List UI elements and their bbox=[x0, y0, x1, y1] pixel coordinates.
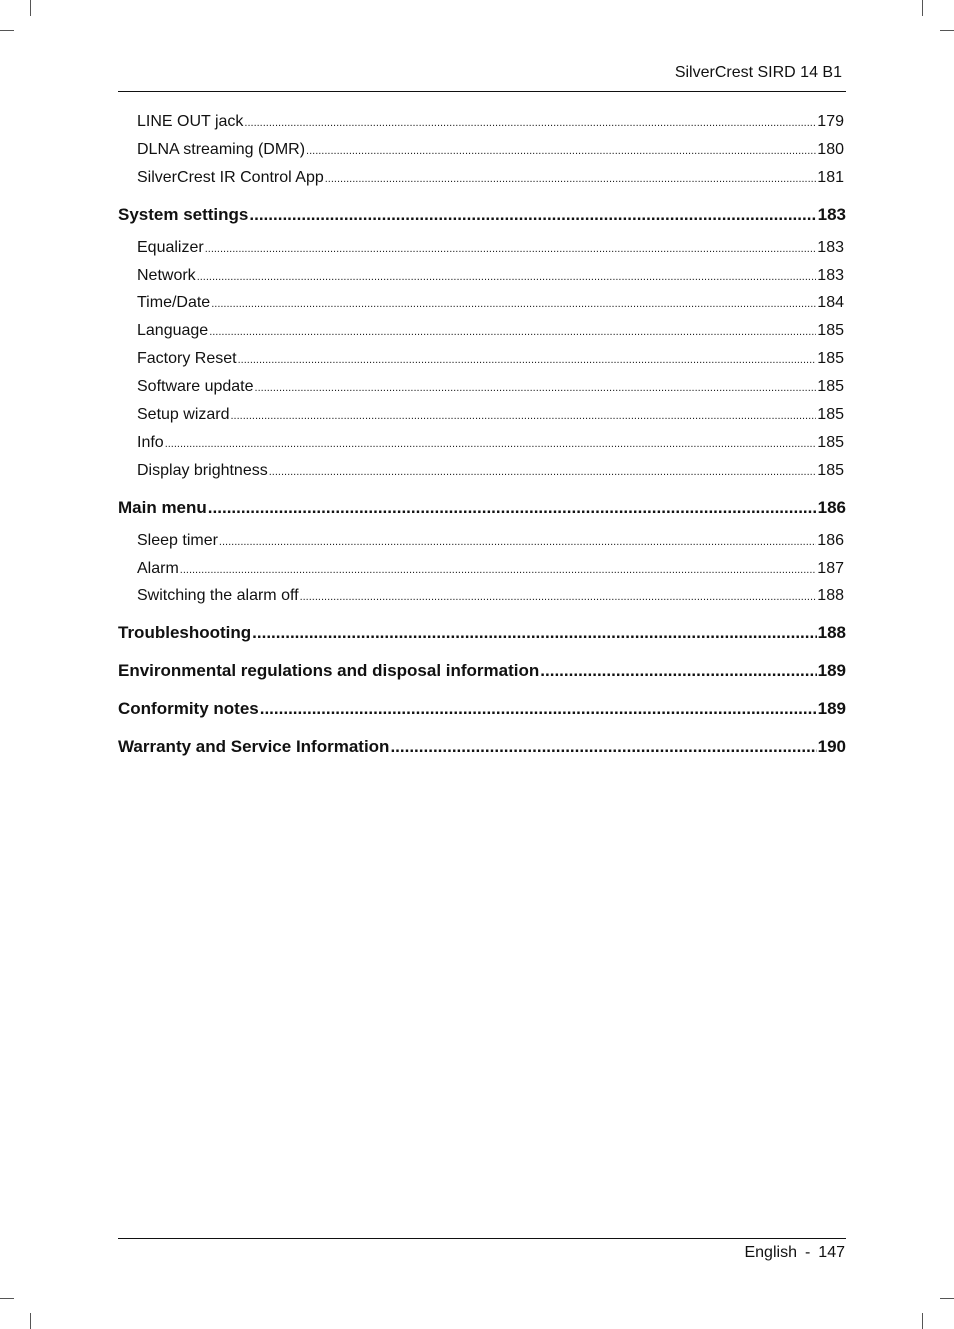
toc-dot-leader bbox=[208, 489, 817, 527]
crop-mark bbox=[0, 1298, 14, 1299]
toc-entry-title: System settings bbox=[118, 204, 249, 224]
crop-mark bbox=[940, 30, 954, 31]
toc-entry[interactable] bbox=[118, 527, 846, 555]
toc-dot-leader bbox=[249, 196, 816, 234]
toc-entry[interactable] bbox=[118, 582, 846, 610]
toc-page-number: 185 bbox=[817, 322, 844, 340]
toc-page-number: 185 bbox=[817, 378, 844, 396]
toc-entry-title: Environmental regulations and disposal information bbox=[118, 661, 540, 681]
toc-dot-leader bbox=[390, 728, 816, 766]
toc-entry-title: Time/Date bbox=[137, 294, 211, 312]
toc-entry-title: Warranty and Service Information bbox=[118, 737, 390, 757]
toc-entry-title: Troubleshooting bbox=[118, 623, 252, 643]
toc-dot-leader bbox=[252, 614, 816, 652]
toc-dot-leader bbox=[260, 690, 817, 728]
crop-mark bbox=[30, 1313, 31, 1329]
toc-page-number: 183 bbox=[817, 266, 844, 284]
toc-entry-title: Software update bbox=[137, 378, 254, 396]
toc-entry-title: LINE OUT jack bbox=[137, 113, 244, 130]
toc-page-number: 188 bbox=[817, 623, 846, 643]
toc-entry[interactable] bbox=[118, 262, 846, 290]
header-title: SilverCrest SIRD 14 B1 bbox=[674, 64, 842, 81]
footer-separator: - bbox=[804, 1244, 811, 1261]
toc-entry-title: Language bbox=[137, 322, 209, 340]
toc-chapter[interactable] bbox=[118, 652, 846, 690]
crop-mark bbox=[940, 1298, 954, 1299]
toc-chapter[interactable] bbox=[118, 614, 846, 652]
crop-mark bbox=[0, 30, 14, 31]
toc-dot-leader bbox=[325, 166, 817, 192]
toc-chapter[interactable] bbox=[118, 728, 846, 766]
toc-entry[interactable] bbox=[118, 457, 846, 485]
toc-page-number: 184 bbox=[817, 294, 844, 312]
toc-dot-leader bbox=[231, 403, 817, 429]
toc-dot-leader bbox=[244, 110, 816, 136]
toc-page-number: 180 bbox=[817, 140, 844, 158]
toc-dot-leader bbox=[300, 584, 817, 610]
toc-entry-title: Info bbox=[137, 433, 164, 451]
toc-page-number: 189 bbox=[817, 699, 846, 719]
toc-entry[interactable] bbox=[118, 373, 846, 401]
toc-page-number: 188 bbox=[817, 587, 844, 605]
crop-mark bbox=[30, 0, 31, 16]
toc-entry[interactable] bbox=[118, 317, 846, 345]
toc-dot-leader bbox=[238, 347, 817, 373]
toc-entry[interactable] bbox=[118, 136, 846, 164]
toc-page-number: 186 bbox=[817, 531, 844, 549]
page-footer bbox=[744, 1243, 845, 1263]
toc-entry[interactable] bbox=[118, 108, 846, 136]
crop-mark bbox=[922, 1313, 923, 1329]
toc-page-number: 185 bbox=[817, 433, 844, 451]
toc-page-number: 185 bbox=[817, 350, 844, 368]
header-rule bbox=[118, 91, 846, 92]
toc-dot-leader bbox=[219, 529, 816, 555]
toc-page-number: 185 bbox=[817, 406, 844, 424]
toc-entry-title: Alarm bbox=[137, 559, 179, 577]
toc-entry-title: SilverCrest IR Control App bbox=[137, 168, 324, 186]
toc-dot-leader bbox=[211, 291, 816, 317]
toc-entry-title: Sleep timer bbox=[137, 531, 218, 549]
footer-language: English bbox=[744, 1244, 797, 1261]
toc-dot-leader bbox=[540, 652, 816, 690]
footer-page-number: 147 bbox=[818, 1244, 845, 1261]
toc-entry-title: Setup wizard bbox=[137, 406, 230, 424]
toc-entry[interactable] bbox=[118, 429, 846, 457]
toc-dot-leader bbox=[209, 319, 816, 345]
toc-entry-title: Factory Reset bbox=[137, 350, 237, 368]
table-of-contents bbox=[118, 108, 846, 766]
toc-page-number: 179 bbox=[817, 113, 844, 130]
toc-dot-leader bbox=[269, 459, 817, 485]
toc-entry-title: Switching the alarm off bbox=[137, 587, 299, 605]
toc-entry-title: Equalizer bbox=[137, 238, 204, 256]
toc-entry[interactable] bbox=[118, 234, 846, 262]
toc-chapter[interactable] bbox=[118, 690, 846, 728]
toc-dot-leader bbox=[306, 138, 816, 164]
footer-rule bbox=[118, 1238, 846, 1239]
toc-page-number: 185 bbox=[817, 461, 844, 479]
toc-entry[interactable] bbox=[118, 345, 846, 373]
toc-page-number: 183 bbox=[817, 238, 844, 256]
toc-chapter[interactable] bbox=[118, 196, 846, 234]
toc-entry-title: DLNA streaming (DMR) bbox=[137, 140, 306, 158]
toc-dot-leader bbox=[180, 557, 817, 583]
toc-entry[interactable] bbox=[118, 555, 846, 583]
toc-dot-leader bbox=[255, 375, 817, 401]
toc-page-number: 181 bbox=[817, 168, 844, 186]
toc-entry-title: Main menu bbox=[118, 497, 207, 517]
toc-page-number: 189 bbox=[817, 661, 846, 681]
toc-page-number: 187 bbox=[817, 559, 844, 577]
toc-entry[interactable] bbox=[118, 401, 846, 429]
toc-entry-title: Network bbox=[137, 266, 196, 284]
toc-page-number: 183 bbox=[817, 204, 846, 224]
toc-entry[interactable] bbox=[118, 164, 846, 192]
toc-dot-leader bbox=[197, 264, 817, 290]
toc-chapter[interactable] bbox=[118, 489, 846, 527]
toc-dot-leader bbox=[165, 431, 817, 457]
toc-dot-leader bbox=[205, 236, 817, 262]
toc-page-number: 186 bbox=[817, 497, 846, 517]
crop-mark bbox=[922, 0, 923, 16]
toc-entry-title: Conformity notes bbox=[118, 699, 259, 719]
toc-entry[interactable] bbox=[118, 289, 846, 317]
toc-page-number: 190 bbox=[817, 737, 846, 757]
toc-entry-title: Display brightness bbox=[137, 461, 268, 479]
